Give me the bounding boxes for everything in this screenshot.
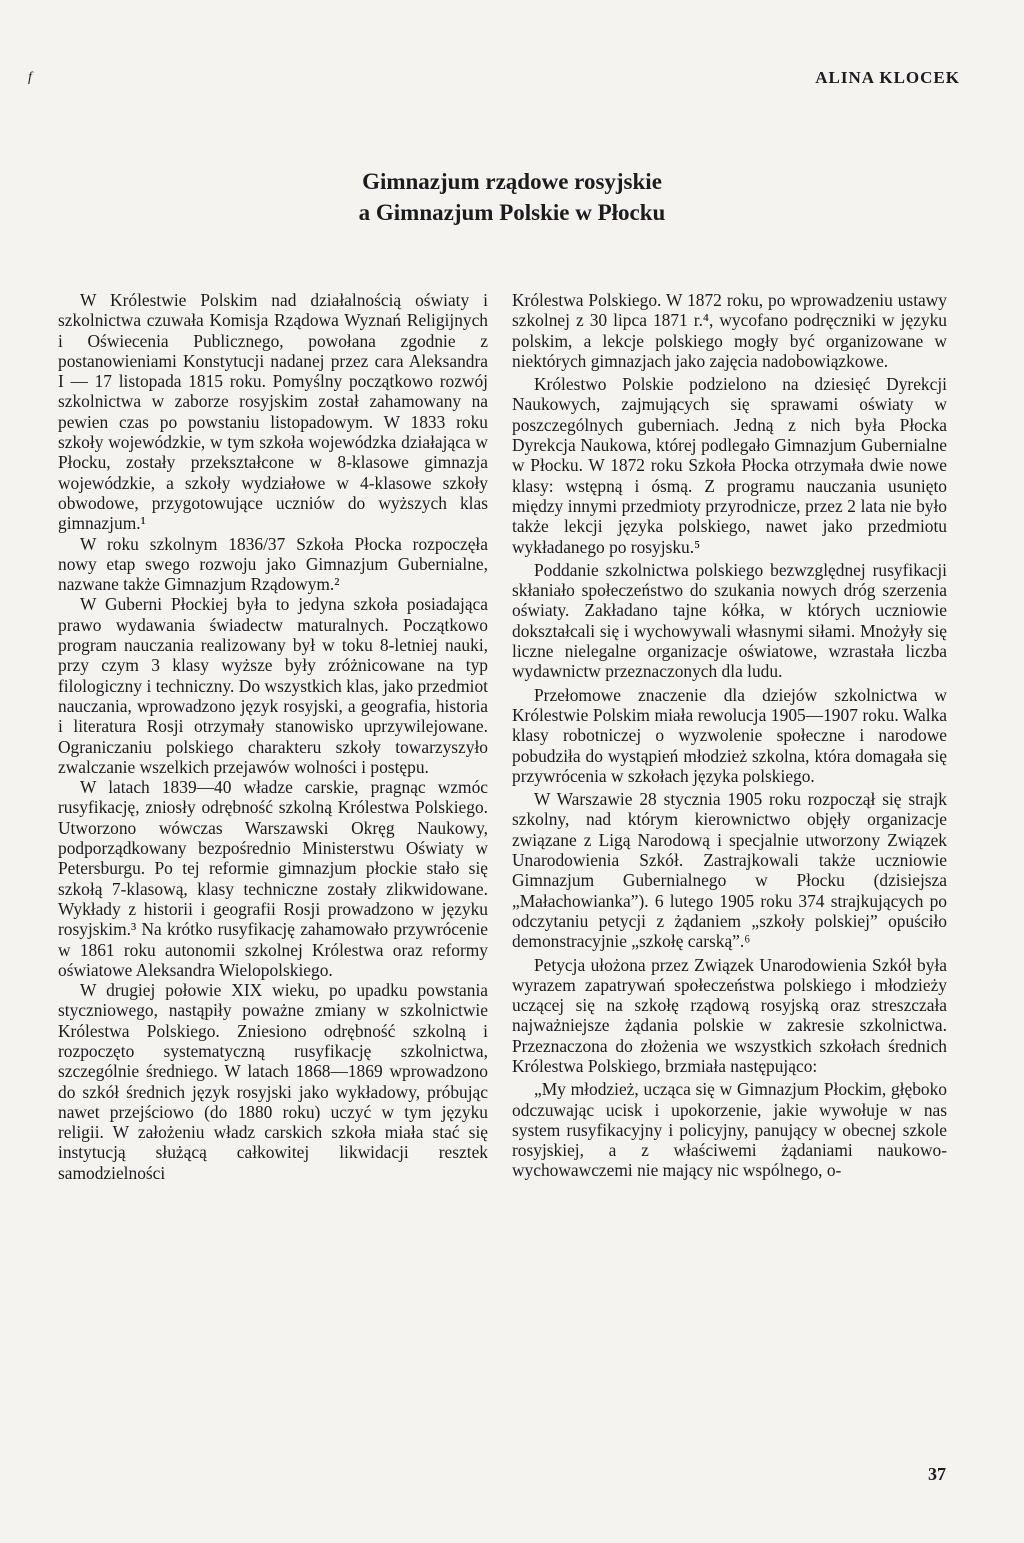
paragraph: Królestwa Polskiego. W 1872 roku, po wprowadzeniu ustawy szkolnej z 30 lipca 1871 r.⁴, wycofano podręczniki w języku polskim, a lekcje polskiego mogły być organizowane w niektórych gimnazjach jako zajęcia nadobowiązkowe. — [512, 290, 947, 371]
paragraph: W Guberni Płockiej była to jedyna szkoła posiadająca prawo wydawania świadectw maturalnych. Początkowo program nauczania realizowany był w toku 8-letniej nauki, przy czym 3 klasy wyższe były zróżnicowane na typ filologiczny i techniczny. Do wszystkich klas, jako przedmiot nauczania, wprowadzono język rosyjski, a geografia, historia i literatura Rosji otrzymały stanowisko uprzywilejowane. Ograniczaniu polskiego charakteru szkoły towarzyszyło zwalczanie wszelkich przejawów wolności i postępu. — [58, 594, 488, 777]
paragraph: W latach 1839—40 władze carskie, pragnąc wzmóc rusyfikację, zniosły odrębność szkolną Królestwa Polskiego. Utworzono wówczas Warszawski Okręg Naukowy, podporządkowany bezpośrednio Ministerstwu Oświaty w Petersburgu. Po tej reformie gimnazjum płockie stało się szkołą 7-klasową, klasy techniczne zostały zlikwidowane. Wykłady z historii i geografii Rosji prowadzono w języku rosyjskim.³ Na krótko rusyfikację zahamowało przywrócenie w 1861 roku autonomii szkolnej Królestwa oraz reformy oświatowe Aleksandra Wielopolskiego. — [58, 777, 488, 980]
paragraph: W Warszawie 28 stycznia 1905 roku rozpoczął się strajk szkolny, nad którym kierownictwo objęły organizacje związane z Ligą Narodową i specjalnie utworzony Związek Unarodowienia Szkół. Zastrajkowali także uczniowie Gimnazjum Gubernialnego w Płocku (dzisiejsza „Małachowianka”). 6 lutego 1905 roku 374 strajkujących po odczytaniu petycji z żądaniem „szkoły polskiej” opuściło demonstracyjnie „szkołę carską”.⁶ — [512, 789, 947, 952]
page-number: 37 — [928, 1464, 946, 1484]
paragraph: Przełomowe znaczenie dla dziejów szkolnictwa w Królestwie Polskim miała rewolucja 1905—1907 roku. Walka klasy robotniczej o wyzwolenie społeczne i narodowe pobudziła do wystąpień młodzież szkolna, która domagała się przywrócenia w szkołach języka polskiego. — [512, 684, 947, 786]
paragraph: W roku szkolnym 1836/37 Szkoła Płocka rozpoczęła nowy etap swego rozwoju jako Gimnazjum Gubernialne, nazwane także Gimnazjum Rządowym.² — [58, 533, 488, 595]
paragraph: W drugiej połowie XIX wieku, po upadku powstania styczniowego, nastąpiły poważne zmiany w szkolnictwie Królestwa Polskiego. Zniesiono odrębność szkolną i rozpoczęto systematyczną rusyfikację szkolnictwa, szczególnie średniego. W latach 1868—1869 wprowadzono do szkół średnich język rosyjski jako wykładowy, próbując nawet przejściowo (do 1880 roku) uczyć w tym języku religii. W założeniu władz carskich szkoła miała stać się instytucją służącą całkowitej likwidacji resztek samodzielności — [58, 980, 488, 1183]
paragraph: W Królestwie Polskim nad działalnością oświaty i szkolnictwa czuwała Komisja Rządowa Wyznań Religijnych i Oświecenia Publicznego, powołana zgodnie z postanowieniami Konstytucji nadanej przez cara Aleksandra I — 17 listopada 1815 roku. Pomyślny początkowo rozwój szkolnictwa w zaborze rosyjskim został zahamowany na pewien czas po powstaniu listopadowym. W 1833 roku szkoły wojewódzkie, w tym szkoła wojewódzka działająca w Płocku, zostały przekształcone w 8-klasowe gimnazja wojewódzkie, a szkoły wydziałowe w 4-klasowe szkoły obwodowe, przygotowujące uczniów do wyższych klas gimnazjum.¹ — [58, 290, 488, 534]
margin-mark: f — [28, 70, 32, 85]
paragraph: Petycja ułożona przez Związek Unarodowienia Szkół była wyrazem zapatrywań społeczeństwa polskiego i młodzieży uczącej się na szkołę rządową rosyjską oraz streszczała najważniejsze żądania polskie w zakresie szkolnictwa. Przeznaczona do złożenia we wszystkich szkołach średnich Królestwa Polskiego, brzmiała następująco: — [512, 954, 947, 1076]
running-header-author: ALINA KLOCEK — [815, 68, 960, 87]
paragraph: Poddanie szkolnictwa polskiego bezwzględnej rusyfikacji skłaniało społeczeństwo do szukania nowych dróg szerzenia oświaty. Zakładano tajne kółka, w których uczniowie dokształcali się i wychowywali własnymi siłami. Mnożyły się liczne nielegalne organizacje oświatowe, wzrastała liczba wydawnictw przeznaczonych dla ludu. — [512, 559, 947, 682]
quotation-paragraph: „My młodzież, ucząca się w Gimnazjum Płockim, głęboko odczuwając ucisk i upokorzenie, jakie wywołuje w nas system rusyfikacyjny i policyjny, panujący w obecnej szkole rosyjskiej, a z właściwemi żądaniami naukowo-wychowawczemi nie mający nic wspólnego, o- — [512, 1079, 947, 1181]
title-line-1: Gimnazjum rządowe rosyjskie — [362, 169, 662, 194]
right-column — [512, 290, 947, 1181]
paragraph: Królestwo Polskie podzielono na dziesięć Dyrekcji Naukowych, zajmujących się sprawami oświaty w poszczególnych guberniach. Jedną z nich była Płocka Dyrekcja Naukowa, której podlegało Gimnazjum Gubernialne w Płocku. W 1872 roku Szkoła Płocka otrzymała dwie nowe klasy: wstępną i ósmą. Z programu nauczania usunięto między innymi przedmioty przyrodnicze, przez 2 lata nie było także lekcji języka polskiego, nawet jako przedmiotu wykładanego po rosyjsku.⁵ — [512, 374, 947, 557]
article-title — [0, 166, 1024, 228]
left-column — [58, 290, 488, 1183]
title-line-2: a Gimnazjum Polskie w Płocku — [358, 200, 666, 225]
